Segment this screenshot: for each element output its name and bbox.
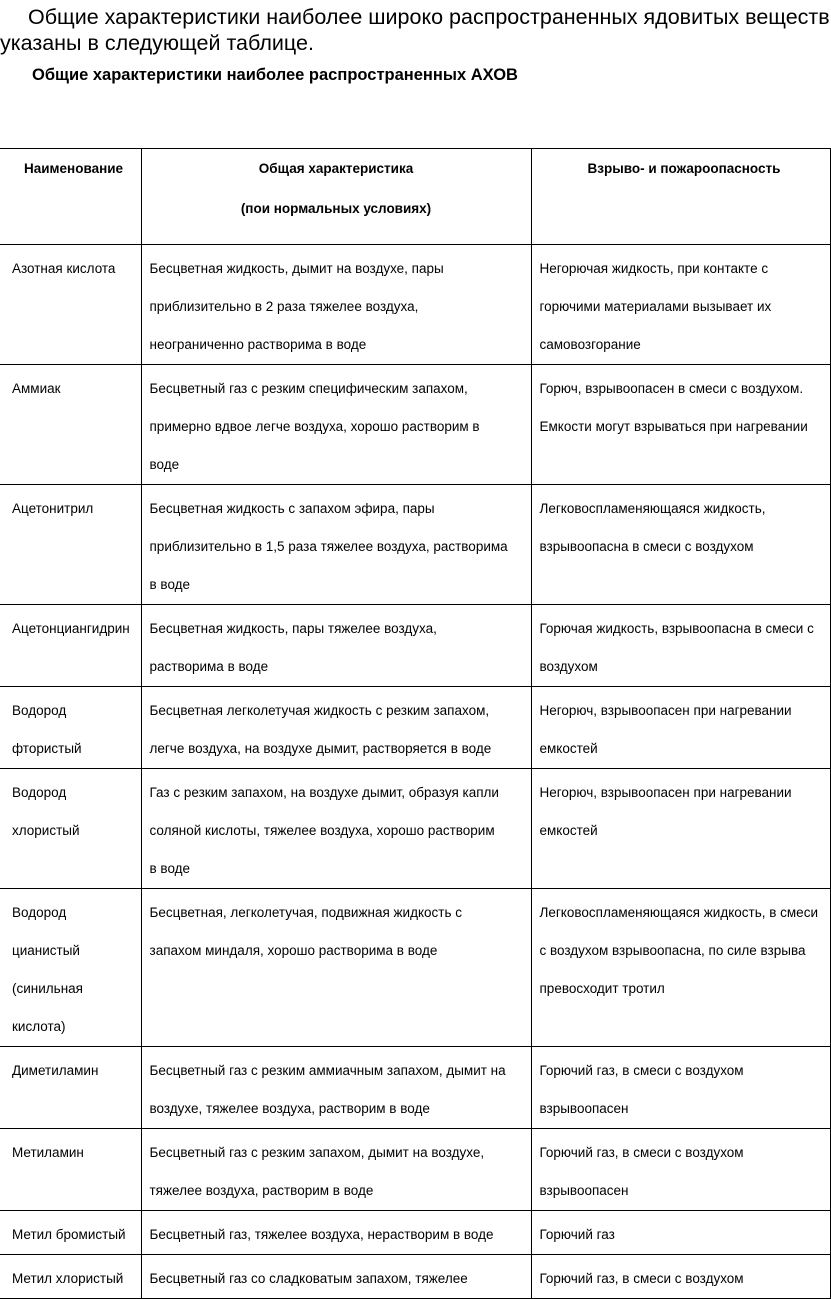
cell-general-line: Бесцветный газ с резким аммиачным запахом, дымит на [149,1063,506,1078]
cell-hazard-line: взрывоопасен [539,1101,629,1116]
cell-hazard-line: Горючая жидкость, взрывоопасна в смеси с [539,621,814,636]
cell-general-line: Бесцветный газ, тяжелее воздуха, нерастворим в воде [149,1227,494,1242]
cell-name-line: фтористый [12,741,82,756]
cell-hazard-line: Негорючая жидкость, при контакте с [539,261,769,276]
table-row [0,605,830,687]
cell-hazard-line: Горюч, взрывоопасен в смеси с воздухом. [539,381,804,396]
cell-hazard [531,769,830,889]
cell-hazard-line: Негорюч, взрывоопасен при нагревании [539,785,792,800]
cell-name [0,485,141,605]
cell-general-line: Бесцветная легколетучая жидкость с резким запахом, [149,703,490,718]
cell-name-line: Водород [12,905,67,920]
cell-hazard [531,485,830,605]
cell-general [141,1255,531,1299]
cell-name [0,769,141,889]
cell-name [0,889,141,1047]
cell-hazard [531,1047,830,1129]
cell-hazard-line: взрывоопасен [539,1183,629,1198]
cell-hazard [531,605,830,687]
cell-hazard-line: Негорюч, взрывоопасен при нагревании [539,703,792,718]
cell-name [0,687,141,769]
cell-hazard-line: емкостей [539,823,598,838]
cell-hazard [531,1211,830,1255]
cell-general [141,889,531,1047]
table-body [0,245,830,1299]
table-row [0,687,830,769]
cell-general-line: примерно вдвое легче воздуха, хорошо растворим в [149,419,480,434]
cell-name [0,1255,141,1299]
table-row [0,245,830,365]
intro-line-1: Общие характеристики наиболее широко распространенных ядовитых веществ [28,5,830,29]
cell-general [141,485,531,605]
cell-name-line: Метил хлористый [12,1271,124,1286]
cell-hazard-line: Горючий газ, в смеси с воздухом [539,1271,744,1286]
cell-hazard-line: с воздухом взрывоопасна, по силе взрыва [539,943,806,958]
cell-name-line: Водород [12,703,67,718]
cell-hazard-line: взрывоопасна в смеси с воздухом [539,539,754,554]
cell-hazard-line: Легковоспламеняющаяся жидкость, [539,501,766,516]
cell-name-line: Ацетонитрил [12,501,94,516]
cell-general-line: воде [149,457,180,472]
header-general [141,149,531,245]
table-row [0,1129,830,1211]
cell-general [141,245,531,365]
cell-hazard [531,365,830,485]
cell-general-line: Бесцветный газ с резким специфическим запахом, [149,381,468,396]
header-name: Наименование [0,149,141,245]
cell-hazard-line: воздухом [539,659,598,674]
cell-name [0,1129,141,1211]
cell-hazard-line: самовозгорание [539,337,641,352]
table-row [0,889,830,1047]
intro-line-2: указаны в следующей таблице. [0,31,314,55]
cell-hazard-line: Горючий газ [539,1227,615,1242]
cell-name-line: (синильная [12,981,83,996]
cell-general [141,365,531,485]
cell-name-line: Диметиламин [12,1063,99,1078]
cell-hazard-line: Емкости могут взрываться при нагревании [539,419,808,434]
cell-general [141,687,531,769]
cell-hazard-line: Горючий газ, в смеси с воздухом [539,1063,744,1078]
cell-hazard-line: Легковоспламеняющаяся жидкость, в смеси [539,905,818,920]
cell-name-line: кислота) [12,1019,66,1034]
cell-general [141,605,531,687]
cell-general-line: растворима в воде [149,659,269,674]
cell-general [141,769,531,889]
cell-name-line: хлористый [12,823,80,838]
cell-name-line: Метиламин [12,1145,84,1160]
table-title: Общие характеристики наиболее распространенных АХОВ [32,66,518,84]
cell-name [0,605,141,687]
table-header-row [0,149,830,245]
cell-general-line: легче воздуха, на воздухе дымит, растворяется в воде [149,741,492,756]
cell-general-line: Газ с резким запахом, на воздухе дымит, образуя капли [149,785,499,800]
cell-general-line: приблизительно в 2 раза тяжелее воздуха, [149,299,419,314]
cell-name-line: Аммиак [12,381,61,396]
cell-hazard-line: Горючий газ, в смеси с воздухом [539,1145,744,1160]
cell-general [141,1047,531,1129]
cell-hazard-line: емкостей [539,741,598,756]
cell-name [0,1211,141,1255]
cell-name-line: Ацетонциангидрин [12,621,130,636]
table-row [0,1255,830,1299]
header-general-line-2: (пои нормальных условиях) [240,201,432,216]
table-container [0,148,818,1286]
cell-general-line: в воде [149,577,191,592]
cell-general-line: соляной кислоты, тяжелее воздуха, хорошо растворим [149,823,495,838]
cell-general-line: Бесцветный газ с резким запахом, дымит на воздухе, [149,1145,485,1160]
table-row [0,1211,830,1255]
table-row [0,769,830,889]
cell-general-line: тяжелее воздуха, растворим в воде [149,1183,374,1198]
cell-general-line: воздухе, тяжелее воздуха, растворим в воде [149,1101,430,1116]
cell-general-line: запахом миндаля, хорошо растворима в воде [149,943,438,958]
cell-general-line: Бесцветная, легколетучая, подвижная жидкость с [149,905,462,920]
cell-general-line: неограниченно растворима в воде [149,337,367,352]
cell-hazard-line: превосходит тротил [539,981,665,996]
cell-name-line: Азотная кислота [12,261,116,276]
cell-hazard [531,687,830,769]
cell-general [141,1211,531,1255]
cell-hazard [531,1255,830,1299]
cell-name [0,245,141,365]
cell-general-line: Бесцветная жидкость, дымит на воздухе, пары [149,261,444,276]
table-row [0,485,830,605]
cell-general [141,1129,531,1211]
hazard-substances-table [0,148,831,1299]
cell-hazard [531,1129,830,1211]
cell-hazard-line: горючими материалами вызывает их [539,299,772,314]
table-row [0,365,830,485]
cell-name-line: цианистый [12,943,80,958]
cell-general-line: Бесцветная жидкость с запахом эфира, пары [149,501,435,516]
cell-general-line: в воде [149,861,191,876]
cell-hazard [531,245,830,365]
header-hazard: Взрыво- и пожароопасность [531,149,830,245]
cell-name [0,1047,141,1129]
header-general-line-1: Общая характеристика [258,161,414,176]
cell-name-line: Метил бромистый [12,1227,126,1242]
cell-general-line: Бесцветная жидкость, пары тяжелее воздуха, [149,621,437,636]
cell-name-line: Водород [12,785,67,800]
cell-general-line: приблизительно в 1,5 раза тяжелее воздуха, растворима [149,539,508,554]
cell-hazard [531,889,830,1047]
table-row [0,1047,830,1129]
cell-name [0,365,141,485]
cell-general-line: Бесцветный газ со сладковатым запахом, тяжелее [149,1271,468,1286]
